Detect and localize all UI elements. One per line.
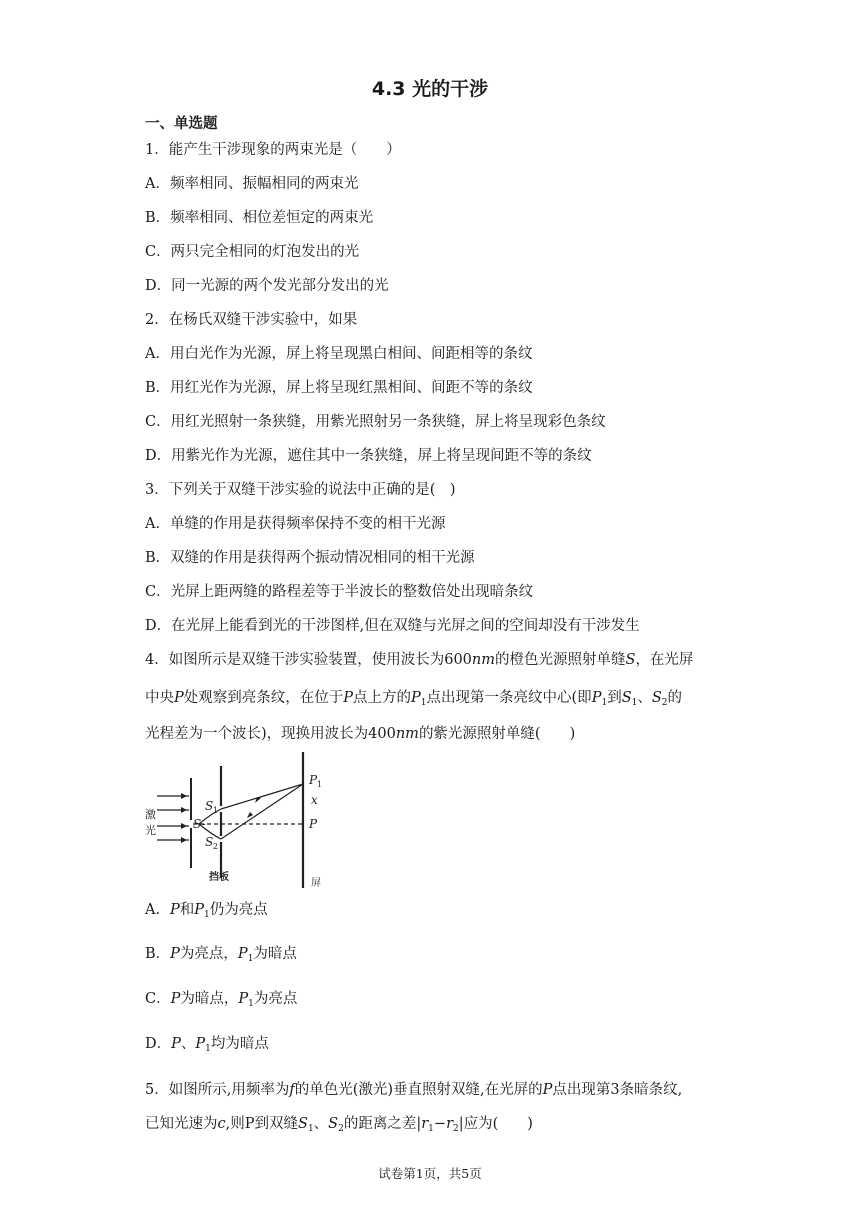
q1-option-a[interactable]: A．频率相同、振幅相同的两束光 bbox=[145, 176, 359, 192]
section-heading: 一、单选题 bbox=[145, 116, 218, 132]
q1-option-c[interactable]: C．两只完全相同的灯泡发出的光 bbox=[145, 244, 360, 260]
q3-option-c[interactable]: C．光屏上距两缝的路程差等于半波长的整数倍处出现暗条纹 bbox=[145, 584, 534, 600]
q3-option-b[interactable]: B．双缝的作用是获得两个振动情况相同的相干光源 bbox=[145, 550, 475, 566]
s2-label: S bbox=[205, 835, 214, 849]
single-slit-label: S- bbox=[193, 817, 206, 831]
q1-option-d[interactable]: D．同一光源的两个发光部分发出的光 bbox=[145, 278, 389, 294]
q2-stem: 2．在杨氏双缝干涉实验中，如果 bbox=[145, 312, 358, 328]
q2-option-b[interactable]: B．用红光作为光源，屏上将呈现红黑相间、间距不等的条纹 bbox=[145, 380, 533, 396]
p1-sub: 1 bbox=[317, 780, 323, 789]
ray-s2-p1 bbox=[221, 784, 303, 839]
q4-option-c[interactable]: C．P为暗点，$P_1$为亮点 bbox=[145, 991, 298, 1009]
q3-option-d[interactable]: D．在光屏上能看到光的干涉图样,但在双缝与光屏之间的空间却没有干涉发生 bbox=[145, 618, 640, 634]
q1-option-b[interactable]: B．频率相同、相位差恒定的两束光 bbox=[145, 210, 374, 226]
q4-stem-line-2: 中央P处观察到亮条纹，在位于P点上方的$P_1$点出现第一条亮纹中心(即$P_1$到$S_1$、$S_2$的 bbox=[145, 690, 683, 708]
q3-option-a[interactable]: A．单缝的作用是获得频率保持不变的相干光源 bbox=[145, 516, 446, 532]
page-footer: 试卷第1页，共5页 bbox=[378, 1166, 482, 1181]
q4-stem-line-3: 光程差为一个波长)，现换用波长为400nm的紫光源照射单缝( ) bbox=[145, 726, 576, 742]
arrowhead-4 bbox=[181, 837, 187, 843]
arrowhead-2 bbox=[181, 807, 187, 813]
abs-bar-left: | bbox=[416, 1116, 422, 1132]
q4-stem-line-1: 4．如图所示是双缝干涉实验装置，使用波长为600nm的橙色光源照射单缝S，在光屏 bbox=[145, 652, 694, 668]
s2-sub: 2 bbox=[213, 842, 219, 851]
s1-sub: 1 bbox=[213, 806, 219, 815]
q1-stem: 1．能产生干涉现象的两束光是（ ） bbox=[145, 142, 401, 158]
double-slit-diagram bbox=[143, 748, 333, 890]
q5-stem-line-1: 5．如图所示,用频率为f的单色光(激光)垂直照射双缝,在光屏的P点出现第3条暗条纹, bbox=[145, 1082, 683, 1098]
ray-arrowhead-2 bbox=[247, 812, 253, 818]
arrowhead-3 bbox=[181, 823, 187, 829]
abs-bar-right: | bbox=[458, 1116, 464, 1132]
q4-option-d[interactable]: D．P、$P_1$均为暗点 bbox=[145, 1036, 269, 1054]
arrowhead-1 bbox=[181, 793, 187, 799]
q3-stem: 3．下列关于双缝干涉实验的说法中正确的是( ) bbox=[145, 482, 456, 498]
page-title: 4.3 光的干涉 bbox=[371, 78, 489, 100]
q2-option-d[interactable]: D．用紫光作为光源，遮住其中一条狭缝，屏上将呈现间距不等的条纹 bbox=[145, 448, 592, 464]
q4-option-b[interactable]: B．P为亮点，$P_1$为暗点 bbox=[145, 946, 297, 964]
screen-label: 屏 bbox=[311, 878, 321, 889]
laser-label-2: 光 bbox=[145, 824, 156, 837]
q5-stem-line-2: 已知光速为c,则P到双缝$S_1$、$S_2$的距离之差$|r_1-r_2|$应为( ) bbox=[145, 1116, 533, 1134]
barrier-label: 挡板 bbox=[209, 872, 229, 883]
laser-label-1: 激 bbox=[145, 808, 156, 821]
p1-label: P bbox=[309, 773, 318, 787]
p-label: P bbox=[309, 817, 318, 831]
q4-option-a[interactable]: A．P和$P_1$仍为亮点 bbox=[145, 902, 268, 920]
q2-option-c[interactable]: C．用红光照射一条狭缝，用紫光照射另一条狭缝，屏上将呈现彩色条纹 bbox=[145, 414, 606, 430]
q2-option-a[interactable]: A．用白光作为光源，屏上将呈现黑白相间、间距相等的条纹 bbox=[145, 346, 533, 362]
ray-s1-p1 bbox=[221, 784, 303, 809]
x-label: x bbox=[311, 793, 318, 807]
s1-label: S bbox=[205, 799, 214, 813]
